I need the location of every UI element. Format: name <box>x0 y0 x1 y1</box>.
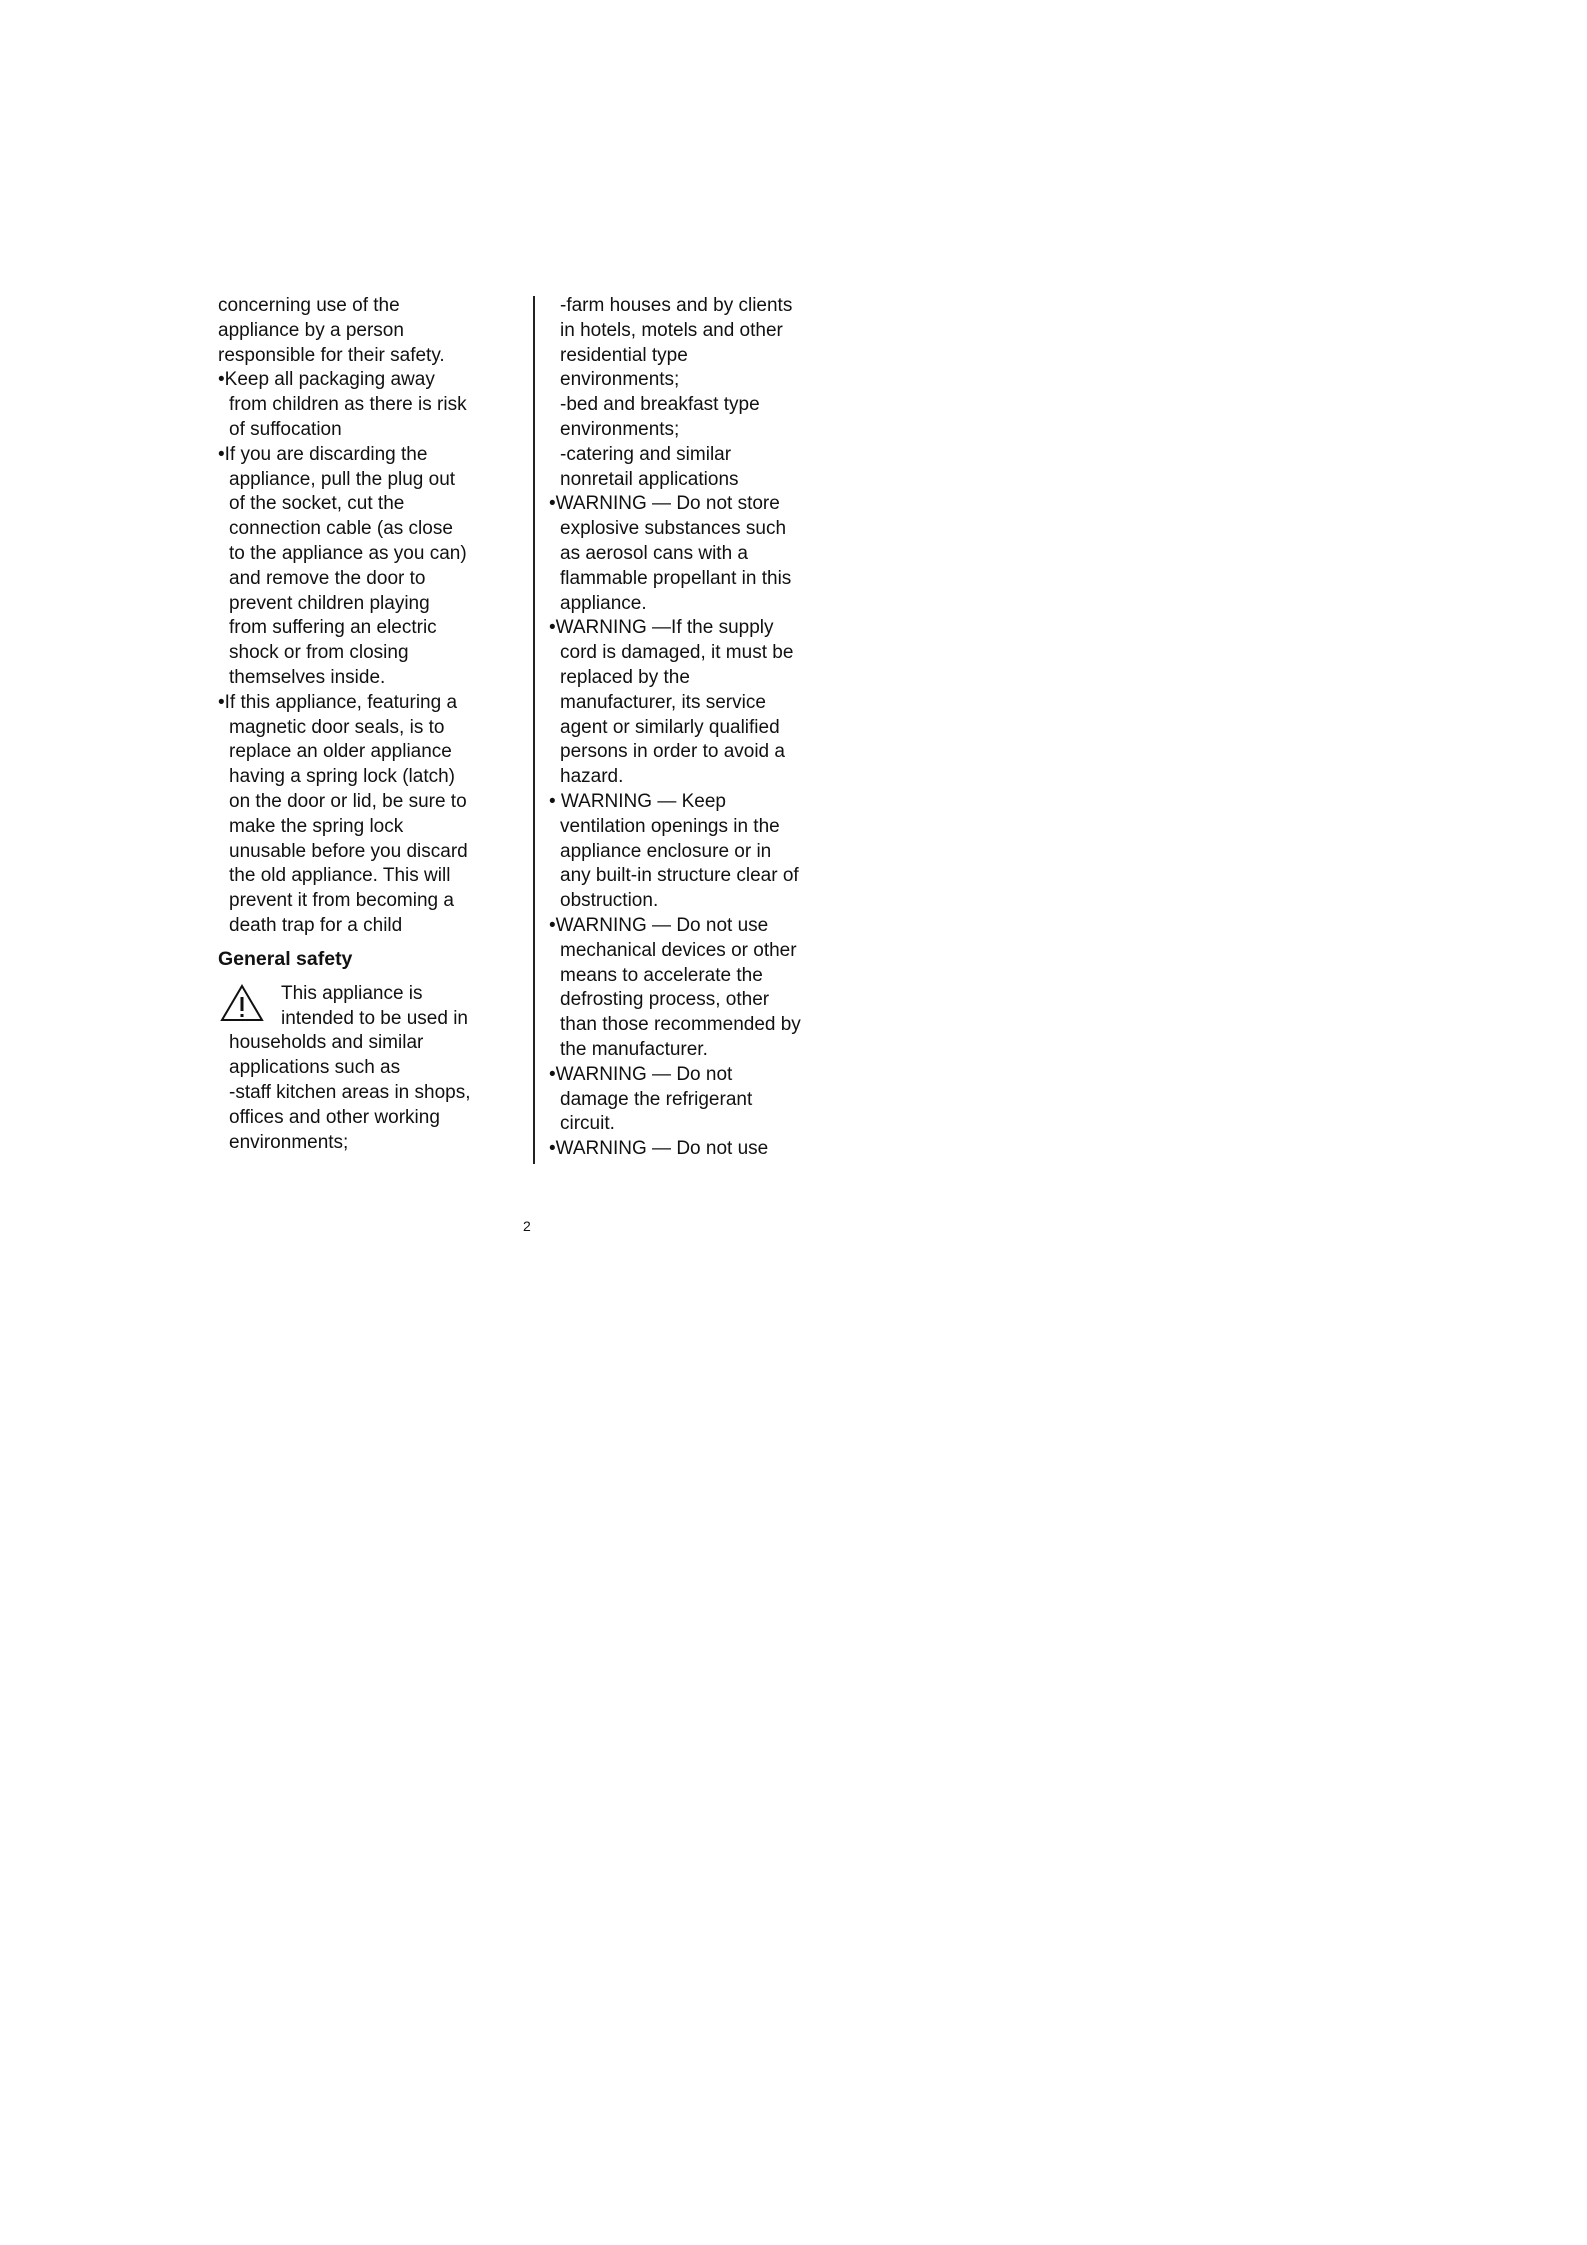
bullet-line: unusable before you discard <box>229 840 468 862</box>
page-number: 2 <box>523 1218 531 1234</box>
bullet-line: the old appliance. This will <box>229 865 451 887</box>
bullet-line: prevent it from becoming a <box>229 890 454 912</box>
general-safety-line: applications such as <box>229 1057 401 1079</box>
intro-line: appliance by a person <box>218 319 404 341</box>
bullet-line: • WARNING — Keep <box>549 790 726 812</box>
bullet-line: having a spring lock (latch) <box>229 766 455 788</box>
warning-refrigerant <box>549 1063 839 1137</box>
right-line: environments; <box>560 369 680 391</box>
bullet-line: obstruction. <box>560 890 659 912</box>
bullet-packaging <box>218 368 508 442</box>
general-safety-line: intended to be used in <box>281 1007 468 1029</box>
warning-triangle-icon <box>220 984 264 1022</box>
warning-defrosting <box>549 914 839 1063</box>
right-line: in hotels, motels and other <box>560 319 783 341</box>
bullet-line: explosive substances such <box>560 518 787 540</box>
right-line: -bed and breakfast type <box>560 394 760 416</box>
general-safety-line: offices and other working <box>229 1106 440 1128</box>
left-column <box>218 294 508 1155</box>
bullet-line: defrosting process, other <box>560 989 770 1011</box>
bullet-line: ventilation openings in the <box>560 815 780 837</box>
bullet-line: and remove the door to <box>229 567 426 589</box>
bullet-line: replaced by the <box>560 666 690 688</box>
right-line: environments; <box>560 418 680 440</box>
right-line: nonretail applications <box>560 468 739 490</box>
bullet-line: •Keep all packaging away <box>218 369 435 391</box>
warning-supply-cord <box>549 616 839 790</box>
right-line: residential type <box>560 344 688 366</box>
bullet-line: cord is damaged, it must be <box>560 642 794 664</box>
bullet-line: •WARNING — Do not use <box>549 1138 769 1160</box>
general-safety-line: environments; <box>229 1131 349 1153</box>
bullet-line: of the socket, cut the <box>229 493 405 515</box>
bullet-line: agent or similarly qualified <box>560 716 780 738</box>
bullet-line: •If you are discarding the <box>218 443 428 465</box>
warning-ventilation <box>549 790 839 914</box>
general-safety-line: This appliance is <box>281 982 423 1004</box>
bullet-line: from suffering an electric <box>229 617 437 639</box>
bullet-line: persons in order to avoid a <box>560 741 785 763</box>
right-line: -catering and similar <box>560 443 732 465</box>
bullet-line: flammable propellant in this <box>560 567 792 589</box>
section-heading-general-safety: General safety <box>218 947 353 970</box>
bullet-line: hazard. <box>560 766 624 788</box>
warning-explosive <box>549 492 839 616</box>
right-column <box>549 294 839 1162</box>
bullet-line: than those recommended by <box>560 1014 801 1036</box>
bullet-line: magnetic door seals, is to <box>229 716 445 738</box>
general-safety-line: -staff kitchen areas in shops, <box>229 1081 471 1103</box>
bullet-line: the manufacturer. <box>560 1038 708 1060</box>
warning-do-not-use <box>549 1137 839 1162</box>
bullet-line: damage the refrigerant <box>560 1088 753 1110</box>
bullet-spring-lock <box>218 691 508 939</box>
column-divider <box>533 296 535 1164</box>
bullet-line: appliance enclosure or in <box>560 840 772 862</box>
bullet-discarding <box>218 443 508 691</box>
bullet-line: any built-in structure clear of <box>560 865 799 887</box>
bullet-line: means to accelerate the <box>560 964 763 986</box>
bullet-line: •WARNING — Do not <box>549 1063 733 1085</box>
bullet-line: circuit. <box>560 1113 615 1135</box>
bullet-line: of suffocation <box>229 418 342 440</box>
bullet-line: to the appliance as you can) <box>229 542 467 564</box>
bullet-line: as aerosol cans with a <box>560 542 748 564</box>
bullet-line: on the door or lid, be sure to <box>229 790 467 812</box>
bullet-line: mechanical devices or other <box>560 939 797 961</box>
bullet-line: replace an older appliance <box>229 741 452 763</box>
bullet-line: manufacturer, its service <box>560 691 766 713</box>
intro-line: concerning use of the <box>218 295 400 316</box>
right-line: -farm houses and by clients <box>560 295 793 316</box>
bullet-line: themselves inside. <box>229 666 386 688</box>
bullet-line: death trap for a child <box>229 914 403 936</box>
bullet-line: from children as there is risk <box>229 394 467 416</box>
general-safety-block <box>218 982 508 1156</box>
bullet-line: make the spring lock <box>229 815 404 837</box>
bullet-line: •WARNING — Do not use <box>549 914 769 936</box>
bullet-line: •WARNING —If the supply <box>549 617 774 639</box>
bullet-line: prevent children playing <box>229 592 430 614</box>
bullet-line: shock or from closing <box>229 642 409 664</box>
general-safety-line: households and similar <box>229 1032 424 1054</box>
intro-line: responsible for their safety. <box>218 344 445 366</box>
bullet-line: connection cable (as close <box>229 518 453 540</box>
bullet-line: •If this appliance, featuring a <box>218 691 458 713</box>
bullet-line: appliance, pull the plug out <box>229 468 456 490</box>
bullet-line: •WARNING — Do not store <box>549 493 780 515</box>
bullet-line: appliance. <box>560 592 647 614</box>
